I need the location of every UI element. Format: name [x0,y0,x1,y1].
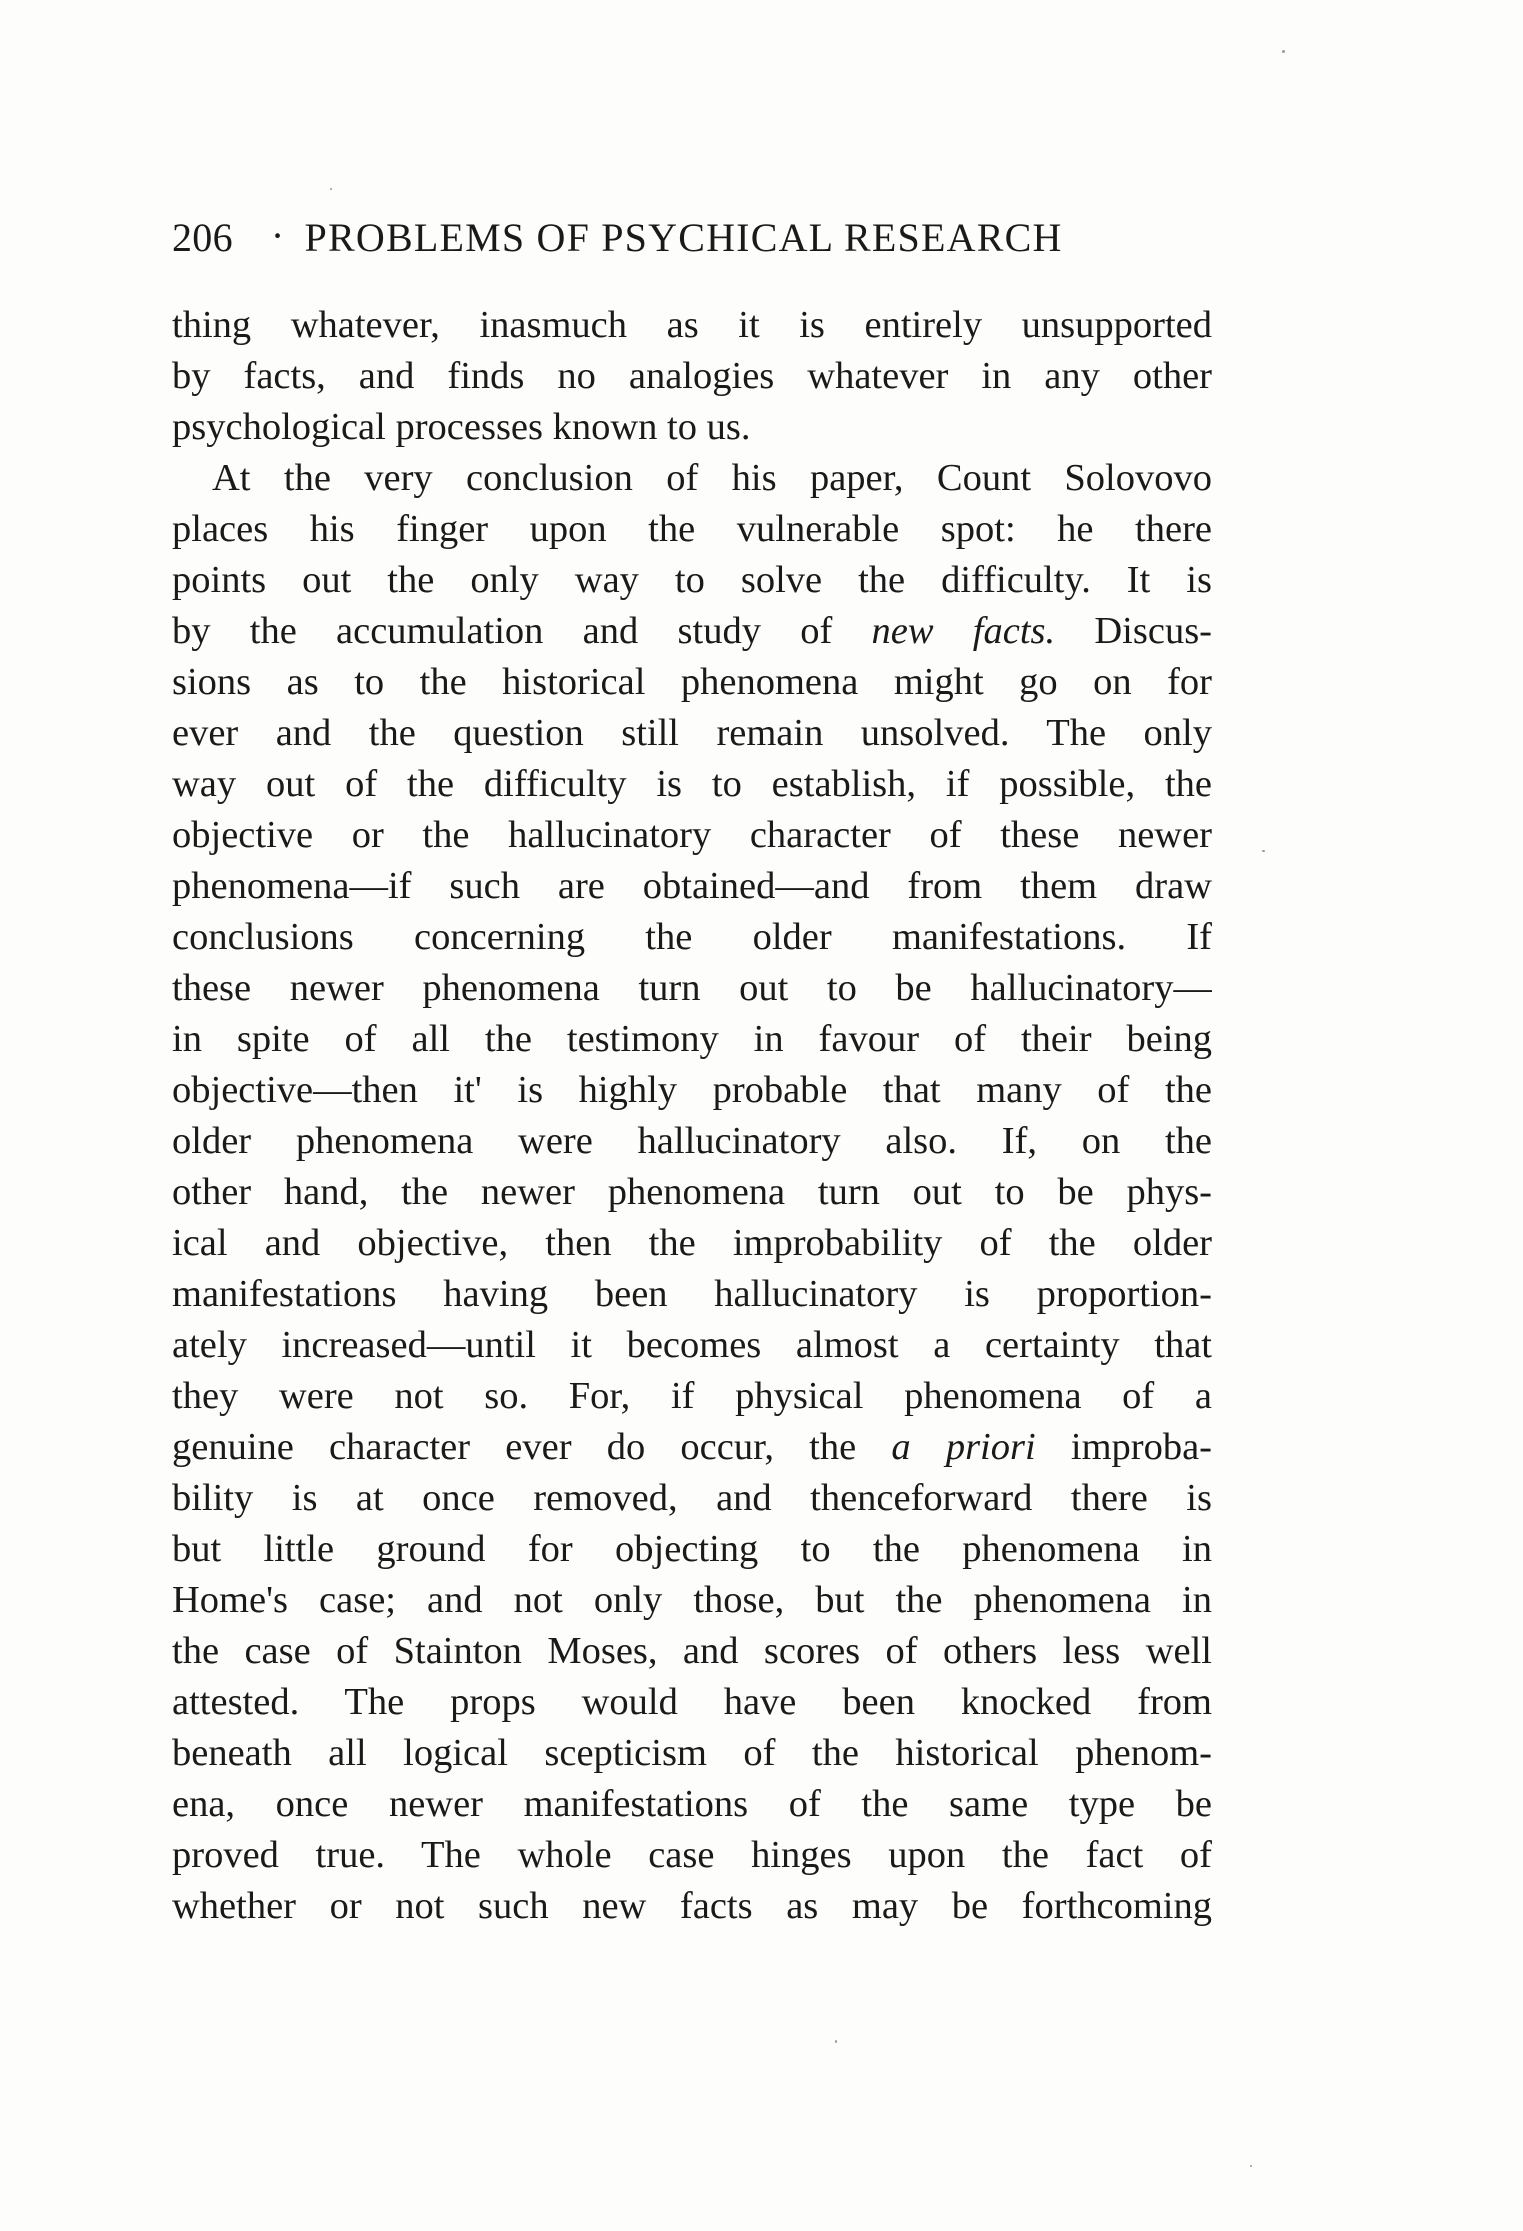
text-line: in spite of all the testimony in favour of their being [172,1018,1212,1060]
text-line: manifestations having been hallucinatory is proportion- [172,1273,1212,1315]
header-separator: · [270,213,285,258]
text-line: sions as to the historical phenomena might go on for [172,661,1212,703]
body-text [172,300,1212,1932]
scan-speck [835,2040,837,2043]
text-line: ena, once newer manifestations of the same type be [172,1783,1212,1825]
text-line: places his finger upon the vulnerable spot: he there [172,508,1212,550]
text-segment: Discus- [1094,610,1212,652]
text-segment: by the accumulation and study of [172,610,833,652]
text-line: the case of Stainton Moses, and scores of others less well [172,1630,1212,1672]
text-line: bility is at once removed, and thenceforward there is [172,1477,1212,1519]
text-line: by facts, and finds no analogies whatever in any other [172,355,1212,397]
text-line: objective—then it' is highly probable that many of the [172,1069,1212,1111]
running-title: PROBLEMS OF PSYCHICAL RESEARCH [304,215,1063,260]
text-line: way out of the difficulty is to establish, if possible, the [172,763,1212,805]
text-segment: genuine character ever do occur, the [172,1426,857,1468]
text-line: beneath all logical scepticism of the historical phenom- [172,1732,1212,1774]
text-line: proved true. The whole case hinges upon the fact of [172,1834,1212,1876]
text-line: other hand, the newer phenomena turn out to be phys- [172,1171,1212,1213]
text-line: psychological processes known to us. [172,406,751,448]
scan-speck [330,188,332,190]
text-line: these newer phenomena turn out to be hallucinatory— [172,967,1212,1009]
scan-speck [1250,2165,1252,2167]
text-line: thing whatever, inasmuch as it is entirely unsupported [172,304,1212,346]
italic-text: new facts. [871,610,1056,652]
text-line: conclusions concerning the older manifestations. If [172,916,1212,958]
text-line: ical and objective, then the improbability of the older [172,1222,1212,1264]
text-line: they were not so. For, if physical phenomena of a [172,1375,1212,1417]
running-head [172,210,1212,266]
text-line: ever and the question still remain unsolved. The only [172,712,1212,754]
text-line [172,606,1212,657]
text-line: but little ground for objecting to the phenomena in [172,1528,1212,1570]
text-line: points out the only way to solve the difficulty. It is [172,559,1212,601]
text-line [172,1422,1212,1473]
text-line: whether or not such new facts as may be forthcoming [172,1885,1212,1927]
text-line: objective or the hallucinatory character of these newer [172,814,1212,856]
text-line: phenomena—if such are obtained—and from them draw [172,865,1212,907]
text-line: Home's case; and not only those, but the phenomena in [172,1579,1212,1621]
scan-speck [1282,50,1285,53]
text-line: ately increased—until it becomes almost a certainty that [172,1324,1212,1366]
italic-text: a priori [891,1426,1036,1468]
text-line: attested. The props would have been knocked from [172,1681,1212,1723]
scan-speck [1262,850,1265,852]
text-line: older phenomena were hallucinatory also. If, on the [172,1120,1212,1162]
page-number: 206 [172,215,233,260]
text-line: At the very conclusion of his paper, Count Solovovo [212,457,1212,499]
text-segment: improba- [1070,1426,1212,1468]
